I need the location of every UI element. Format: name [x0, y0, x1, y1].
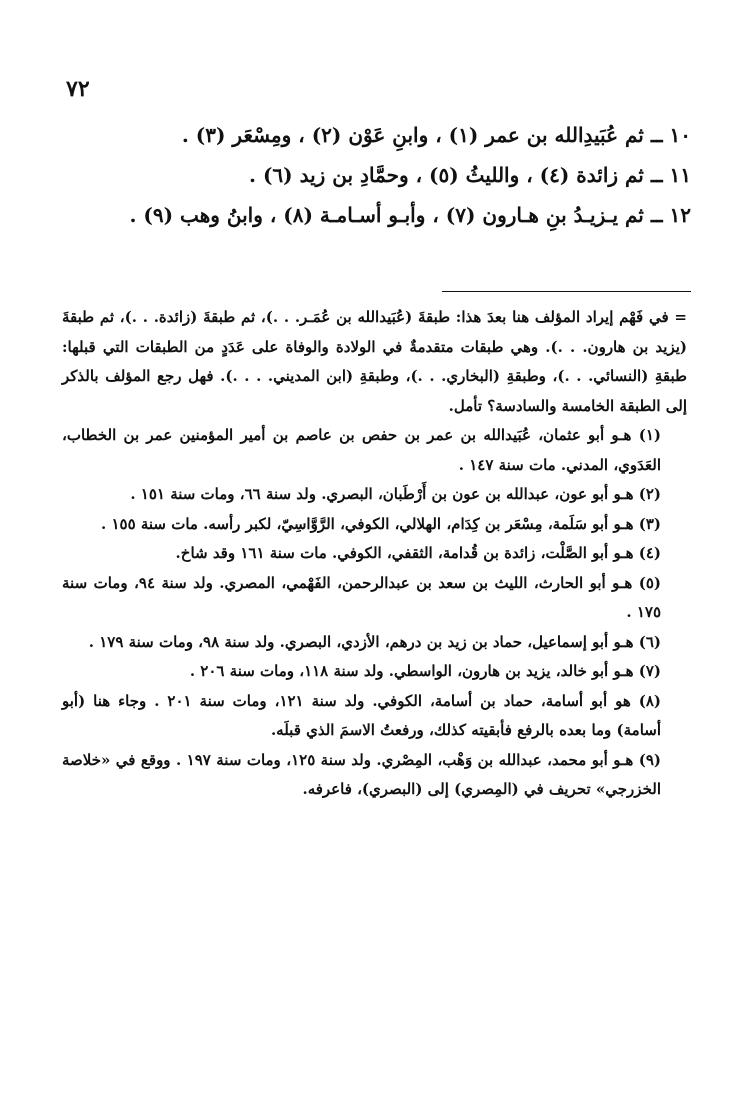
footnote-continuation: = في فَهْم إيراد المؤلف هنا بعدَ هذا: طبقةَ (عُبَيدالله بن عُمَـر. . .)، ثم طبقةَ (زائدة. . .)، ثم طبقةَ (يزيد بن هارون. . .). وهي طبقات متقدمةٌ في الولادة والوفاة على عَدَدٍ من الطبقات التي قبلها: طبقةِ (النسائي. . .)، وطبقةِ (البخاري. . .)، وطبقةِ (ابن المديني. . . .). فهل رجع المؤلف بالذكر إلى الطبقة الخامسة والسادسة؟ تأمل. — [62, 308, 687, 415]
main-paragraph-11: ١١ ــ ثم زائدة (٤) ، والليثُ (٥) ، وحمَّادِ بن زيد (٦) . — [249, 163, 691, 187]
footnote-1: (١) هـو أبو عثمان، عُبَيدالله بن عمر بن حفص بن عاصم بن أمير المؤمنين عمر بن الخطاب، العَدَوي، المدني. مات سنة ١٤٧ . — [62, 426, 661, 474]
footnote-5: (٥) هـو أبو الحارث، الليث بن سعد بن عبدالرحمن، الفَهْمي، المصري. ولد سنة ٩٤، ومات سنة ١٧٥ . — [62, 573, 661, 621]
footnote-7: (٧) هـو أبو خالد، يزيد بن هارون، الواسطي. ولد سنة ١١٨، ومات سنة ٢٠٦ . — [189, 662, 661, 680]
footnote-4: (٤) هـو أبو الصَّلْت، زائدة بن قُدامة، الثقفي، الكوفي. مات سنة ١٦١ وقد شاخ. — [175, 544, 661, 562]
footnote-3: (٣) هـو أبو سَلَمة، مِسْعَر بن كِدَام، الهلالي، الكوفي، الرَّوَّاسِيّ، لكبر رأسه. مات سنة ١٥٥ . — [101, 514, 661, 533]
main-paragraph-10: ١٠ ــ ثم عُبَيدِالله بن عمر (١) ، وابنِ عَوْن (٢) ، ومِسْعَر (٣) . — [181, 123, 691, 147]
main-paragraph-12: ١٢ ــ ثم يـزيـدُ بنِ هـارون (٧) ، وأبـو أسـامـة (٨) ، وابنُ وهب (٩) . — [129, 203, 691, 227]
page-number: ٧٢ — [66, 76, 90, 102]
footnote-9: (٩) هـو أبو محمد، عبدالله بن وَهْب، المِصْري. ولد سنة ١٢٥، ومات سنة ١٩٧ . ووقع في «خلاصة الخزرجي» تحريف في (المِصري) إلى (البصري)، فاعرفه. — [62, 750, 661, 798]
footnote-8: (٨) هو أبو أسامة، حماد بن أسامة، الكوفي. ولد سنة ١٢١، ومات سنة ٢٠١ . وجاء هنا (أبو أسامة) وما بعده بالرفع فأبقيته كذلك، ورفعتُ الاسمَ الذي قبلَه. — [62, 691, 661, 739]
footnote-2: (٢) هـو أبو عون، عبدالله بن عون بن أَرْطَبان، البصري. ولد سنة ٦٦، ومات سنة ١٥١ . — [130, 485, 661, 503]
footnote-separator — [442, 291, 691, 292]
main-text — [62, 115, 691, 235]
footnote-6: (٦) هـو أبو إسماعيل، حماد بن زيد بن درهم، الأزدي، البصري. ولد سنة ٩٨، ومات سنة ١٧٩ . — [88, 632, 661, 651]
footnotes — [62, 303, 687, 805]
